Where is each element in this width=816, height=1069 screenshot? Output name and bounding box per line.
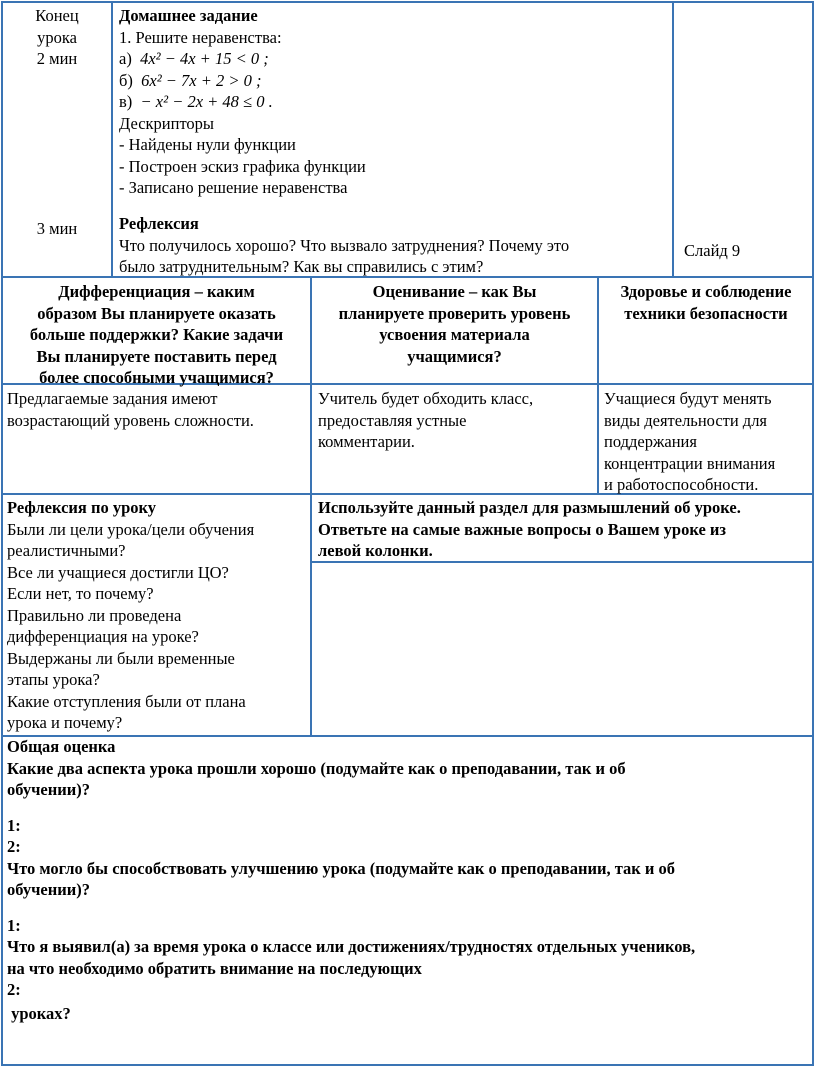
descriptor-item: - Построен эскиз графика функции [119, 156, 366, 176]
overall-question: Какие два аспекта урока прошли хорошо (подумайте как о преподавании, так и об [7, 758, 626, 778]
health-header: Здоровье и соблюдение техники безопасности [620, 282, 792, 323]
col-divider [672, 1, 674, 277]
reflection-text: было затруднительным? Как вы справились с этим? [119, 257, 484, 276]
descriptor-item: - Найдены нули функции [119, 135, 296, 154]
overall-question: Что могло бы способствовать улучшению урока (подумайте как о преподавании, так и об [7, 858, 676, 878]
time-cell [3, 5, 111, 70]
time-label-line: урока [37, 27, 77, 47]
time-label-line: 3 мин [36, 219, 78, 238]
reflection-question: Были ли цели урока/цели обучения [7, 519, 255, 539]
reflection-instruction: Используйте данный раздел для размышлений об уроке. Ответьте на самые важные вопросы о Вашем уроке из левой колонки. [318, 498, 741, 560]
reflection-question: Правильно ли проведена [7, 605, 182, 625]
lesson-reflection-title: Рефлексия по уроку [7, 498, 157, 517]
time-label-line: 2 мин [36, 49, 78, 68]
reflection-question: Все ли учащиеся достигли ЦО? [7, 562, 229, 582]
reflection-question: Если нет, то почему? [7, 584, 154, 603]
homework-task: 1. Решите неравенства: [119, 27, 282, 47]
inequality-expression: 6x² − 7x + 2 > 0 ; [141, 70, 262, 90]
time-cell-2 [3, 218, 111, 240]
answer-number: 2: [7, 837, 21, 856]
slide-label: Слайд 9 [684, 241, 741, 260]
descriptors-title: Дескрипторы [119, 113, 215, 133]
assessment-value: Учитель будет обходить класс, предоставляя устные комментарии. [318, 389, 534, 451]
overall-question: обучении)? [7, 880, 91, 899]
overall-assessment-cell [7, 736, 812, 1024]
overall-question: Что я выявил(а) за время урока о классе или достижениях/трудностях отдельных учеников, [7, 937, 696, 956]
inequality-c: в) − x² − 2x + 48 ≤ 0 . [119, 92, 273, 111]
reflection-title: Рефлексия [119, 214, 199, 233]
reflection-cell [119, 213, 671, 278]
overall-question: на что необходимо обратить внимание на последующих [7, 958, 422, 978]
slide-cell [684, 240, 740, 262]
reflection-question: Какие отступления были от плана [7, 691, 246, 711]
reflection-question: дифференциация на уроке? [7, 627, 199, 646]
lesson-reflection-cell [7, 497, 309, 734]
answer-number: 1: [7, 815, 21, 835]
reflection-text: Что получилось хорошо? Что вызвало затруднения? Почему это [119, 235, 570, 255]
reflection-question: урока и почему? [7, 713, 123, 732]
overall-question: обучении)? [7, 780, 91, 799]
inequality-a: а) 4x² − 4x + 15 < 0 ; [119, 49, 269, 68]
descriptor-item: - Записано решение неравенства [119, 178, 348, 197]
reflection-question: реалистичными? [7, 541, 126, 560]
assessment-header: Оценивание – как Вы планируете проверить уровень усвоения материала учащимися? [338, 282, 571, 366]
reflection-question: Выдержаны ли были временные [7, 648, 235, 668]
answer-number: 1: [7, 915, 21, 935]
homework-cell [119, 5, 669, 199]
homework-title: Домашнее задание [119, 6, 258, 25]
health-value: Учащиеся будут менять виды деятельности для поддержания концентрации внимания и работоспособности. [604, 389, 776, 494]
reflection-question: этапы урока? [7, 670, 100, 689]
time-label-line: Конец [35, 6, 79, 25]
differentiation-header: Дифференциация – каким образом Вы планируете оказать больше поддержки? Какие задачи Вы планируете поставить перед более способными учащимися? [29, 282, 284, 387]
differentiation-value: Предлагаемые задания имеют возрастающий уровень сложности. [7, 389, 254, 430]
col-divider [111, 1, 113, 277]
inequality-expression: 4x² − 4x + 15 < 0 ; [140, 49, 269, 68]
overall-title: Общая оценка [7, 737, 116, 756]
overall-question: уроках? [7, 1003, 71, 1023]
inequality-b: б) 6x² − 7x + 2 > 0 ; [119, 70, 262, 90]
inequality-expression: − x² − 2x + 48 ≤ 0 . [140, 92, 273, 111]
answer-number: 2: [7, 980, 21, 999]
